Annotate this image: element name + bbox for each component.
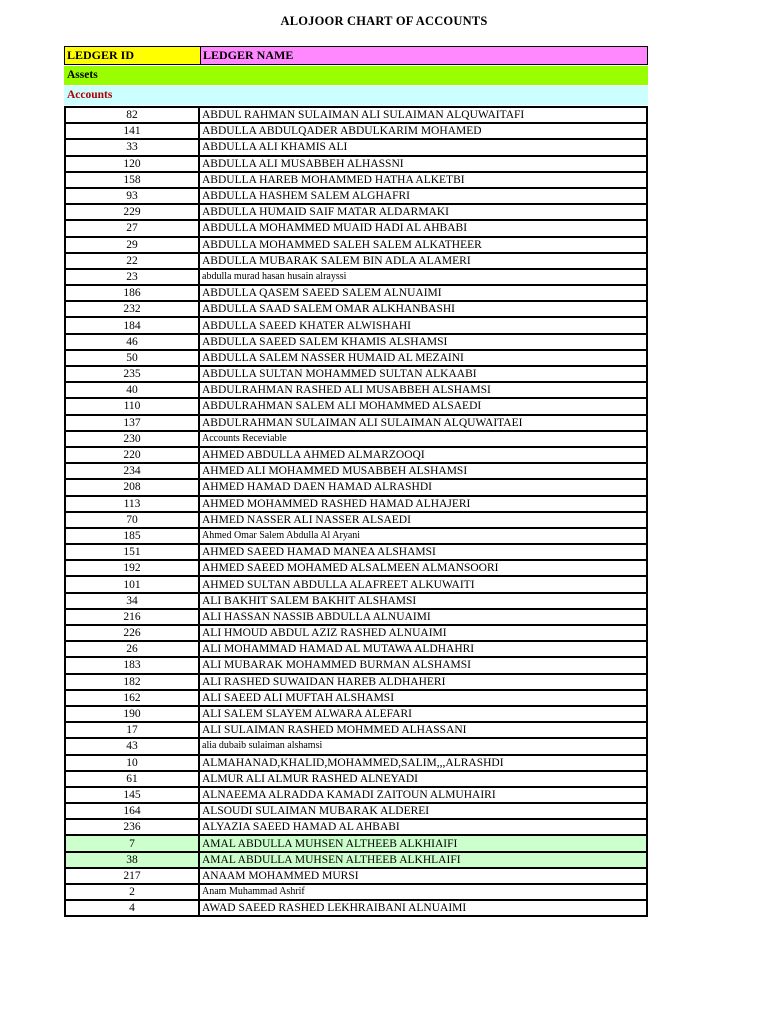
table-row xyxy=(65,625,647,641)
table-row xyxy=(65,835,647,851)
ledger-name-cell: ABDULLA MOHAMMED SALEH SALEM ALKATHEER xyxy=(199,237,647,253)
assets-band: Assets xyxy=(64,66,648,85)
ledger-id-cell: 46 xyxy=(65,334,199,350)
ledger-name-cell: ABDUL RAHMAN SULAIMAN ALI SULAIMAN ALQUWAITAFI xyxy=(199,107,647,123)
table-row xyxy=(65,722,647,738)
ledger-id-cell: 23 xyxy=(65,269,199,285)
table-row xyxy=(65,447,647,463)
table-row xyxy=(65,301,647,317)
table-row xyxy=(65,512,647,528)
ledger-name-cell: ABDULLA SAEED SALEM KHAMIS ALSHAMSI xyxy=(199,334,647,350)
ledger-id-cell: 190 xyxy=(65,706,199,722)
table-row xyxy=(65,706,647,722)
table-row xyxy=(65,738,647,754)
ledger-name-cell: Accounts Receviable xyxy=(199,431,647,447)
ledger-name-cell: ABDULLA QASEM SAEED SALEM ALNUAIMI xyxy=(199,285,647,301)
table-row xyxy=(65,366,647,382)
ledger-id-cell: 192 xyxy=(65,560,199,576)
ledger-name-cell: ALI SALEM SLAYEM ALWARA ALEFARI xyxy=(199,706,647,722)
ledger-name-cell: AHMED NASSER ALI NASSER ALSAEDI xyxy=(199,512,647,528)
ledger-name-cell: ABDULLA HAREB MOHAMMED HATHA ALKETBI xyxy=(199,172,647,188)
ledger-name-cell: ABDULRAHMAN SULAIMAN ALI SULAIMAN ALQUWAITAEI xyxy=(199,415,647,431)
ledger-id-cell: 4 xyxy=(65,900,199,916)
ledger-name-cell: AHMED SAEED MOHAMED ALSALMEEN ALMANSOORI xyxy=(199,560,647,576)
table-row xyxy=(65,641,647,657)
table-row xyxy=(65,900,647,916)
ledger-name-cell: AHMED SAEED HAMAD MANEA ALSHAMSI xyxy=(199,544,647,560)
ledger-id-cell: 151 xyxy=(65,544,199,560)
accounts-band: Accounts xyxy=(64,86,648,105)
table-row xyxy=(65,253,647,269)
table-row xyxy=(65,609,647,625)
ledger-id-cell: 33 xyxy=(65,139,199,155)
ledger-id-cell: 40 xyxy=(65,382,199,398)
table-row xyxy=(65,479,647,495)
table-row xyxy=(65,544,647,560)
ledger-id-cell: 164 xyxy=(65,803,199,819)
ledger-id-cell: 26 xyxy=(65,641,199,657)
table-row xyxy=(65,285,647,301)
table-row xyxy=(65,463,647,479)
ledger-name-cell: ALYAZIA SAEED HAMAD AL AHBABI xyxy=(199,819,647,835)
table-row xyxy=(65,852,647,868)
table-row xyxy=(65,220,647,236)
ledger-name-cell: alia dubaib sulaiman alshamsi xyxy=(199,738,647,754)
ledger-id-cell: 185 xyxy=(65,528,199,544)
ledger-name-cell: ABDULLA ABDULQADER ABDULKARIM MOHAMED xyxy=(199,123,647,139)
ledger-name-cell: ALNAEEMA ALRADDA KAMADI ZAITOUN ALMUHAIRI xyxy=(199,787,647,803)
ledger-name-cell: Ahmed Omar Salem Abdulla Al Aryani xyxy=(199,528,647,544)
ledger-name-cell: abdulla murad hasan husain alrayssi xyxy=(199,269,647,285)
table-row xyxy=(65,172,647,188)
ledger-name-cell: AMAL ABDULLA MUHSEN ALTHEEB ALKHLAIFI xyxy=(199,852,647,868)
ledger-id-cell: 110 xyxy=(65,398,199,414)
ledger-name-cell: ABDULLA ALI MUSABBEH ALHASSNI xyxy=(199,156,647,172)
ledger-id-cell: 50 xyxy=(65,350,199,366)
ledger-name-cell: ALI SULAIMAN RASHED MOHMMED ALHASSANI xyxy=(199,722,647,738)
ledger-id-cell: 186 xyxy=(65,285,199,301)
ledger-id-cell: 162 xyxy=(65,690,199,706)
ledger-id-cell: 236 xyxy=(65,819,199,835)
ledger-name-cell: ALI BAKHIT SALEM BAKHIT ALSHAMSI xyxy=(199,593,647,609)
table-row xyxy=(65,803,647,819)
ledger-id-cell: 141 xyxy=(65,123,199,139)
table-row xyxy=(65,237,647,253)
ledger-id-cell: 183 xyxy=(65,657,199,673)
ledger-table xyxy=(64,106,648,917)
ledger-name-cell: ALI SAEED ALI MUFTAH ALSHAMSI xyxy=(199,690,647,706)
table-row xyxy=(65,317,647,333)
table-row xyxy=(65,415,647,431)
ledger-id-cell: 70 xyxy=(65,512,199,528)
page-title: ALOJOOR CHART OF ACCOUNTS xyxy=(280,14,488,28)
ledger-name-cell: Anam Muhammad Ashrif xyxy=(199,884,647,900)
ledger-id-cell: 10 xyxy=(65,755,199,771)
ledger-name-cell: ABDULLA MUBARAK SALEM BIN ADLA ALAMERI xyxy=(199,253,647,269)
ledger-id-cell: 182 xyxy=(65,674,199,690)
table-row xyxy=(65,755,647,771)
header-row xyxy=(64,46,648,65)
ledger-id-cell: 27 xyxy=(65,220,199,236)
ledger-id-cell: 7 xyxy=(65,835,199,851)
ledger-name-cell: AWAD SAEED RASHED LEKHRAIBANI ALNUAIMI xyxy=(199,900,647,916)
ledger-name-cell: AHMED ABDULLA AHMED ALMARZOOQI xyxy=(199,447,647,463)
ledger-id-cell: 229 xyxy=(65,204,199,220)
table-row xyxy=(65,593,647,609)
ledger-name-cell: ALSOUDI SULAIMAN MUBARAK ALDEREI xyxy=(199,803,647,819)
table-row xyxy=(65,528,647,544)
table-row xyxy=(65,819,647,835)
ledger-name-cell: ABDULLA ALI KHAMIS ALI xyxy=(199,139,647,155)
ledger-name-cell: ALMAHANAD,KHALID,MOHAMMED,SALIM,,,ALRASHDI xyxy=(199,755,647,771)
table-row xyxy=(65,334,647,350)
ledger-name-cell: AMAL ABDULLA MUHSEN ALTHEEB ALKHIAIFI xyxy=(199,835,647,851)
ledger-name-cell: ABDULLA HUMAID SAIF MATAR ALDARMAKI xyxy=(199,204,647,220)
table-row xyxy=(65,123,647,139)
ledger-id-cell: 145 xyxy=(65,787,199,803)
ledger-id-cell: 230 xyxy=(65,431,199,447)
ledger-id-header: LEDGER ID xyxy=(65,47,201,64)
ledger-sheet xyxy=(64,46,648,917)
ledger-name-cell: ALI HASSAN NASSIB ABDULLA ALNUAIMI xyxy=(199,609,647,625)
ledger-name-cell: AHMED HAMAD DAEN HAMAD ALRASHDI xyxy=(199,479,647,495)
ledger-id-cell: 101 xyxy=(65,576,199,592)
ledger-id-cell: 29 xyxy=(65,237,199,253)
ledger-name-cell: AHMED MOHAMMED RASHED HAMAD ALHAJERI xyxy=(199,496,647,512)
ledger-name-cell: ALI HMOUD ABDUL AZIZ RASHED ALNUAIMI xyxy=(199,625,647,641)
ledger-id-cell: 137 xyxy=(65,415,199,431)
ledger-name-cell: ABDULLA HASHEM SALEM ALGHAFRI xyxy=(199,188,647,204)
ledger-name-cell: ABDULLA SULTAN MOHAMMED SULTAN ALKAABI xyxy=(199,366,647,382)
ledger-name-cell: ABDULRAHMAN RASHED ALI MUSABBEH ALSHAMSI xyxy=(199,382,647,398)
ledger-name-cell: ABDULLA SAAD SALEM OMAR ALKHANBASHI xyxy=(199,301,647,317)
ledger-name-cell: ABDULLA SAEED KHATER ALWISHAHI xyxy=(199,317,647,333)
ledger-name-cell: ALI MOHAMMAD HAMAD AL MUTAWA ALDHAHRI xyxy=(199,641,647,657)
ledger-name-cell: ABDULRAHMAN SALEM ALI MOHAMMED ALSAEDI xyxy=(199,398,647,414)
ledger-id-cell: 34 xyxy=(65,593,199,609)
ledger-id-cell: 216 xyxy=(65,609,199,625)
ledger-id-cell: 113 xyxy=(65,496,199,512)
table-row xyxy=(65,269,647,285)
table-row xyxy=(65,431,647,447)
ledger-id-cell: 61 xyxy=(65,771,199,787)
ledger-id-cell: 120 xyxy=(65,156,199,172)
ledger-name-cell: AHMED SULTAN ABDULLA ALAFREET ALKUWAITI xyxy=(199,576,647,592)
table-row xyxy=(65,771,647,787)
table-row xyxy=(65,690,647,706)
ledger-id-cell: 232 xyxy=(65,301,199,317)
ledger-id-cell: 158 xyxy=(65,172,199,188)
ledger-id-cell: 93 xyxy=(65,188,199,204)
table-row xyxy=(65,868,647,884)
ledger-name-cell: AHMED ALI MOHAMMED MUSABBEH ALSHAMSI xyxy=(199,463,647,479)
ledger-id-cell: 82 xyxy=(65,107,199,123)
ledger-id-cell: 22 xyxy=(65,253,199,269)
ledger-name-cell: ABDULLA SALEM NASSER HUMAID AL MEZAINI xyxy=(199,350,647,366)
ledger-id-cell: 184 xyxy=(65,317,199,333)
ledger-id-cell: 38 xyxy=(65,852,199,868)
table-row xyxy=(65,398,647,414)
ledger-name-cell: ANAAM MOHAMMED MURSI xyxy=(199,868,647,884)
ledger-name-cell: ALMUR ALI ALMUR RASHED ALNEYADI xyxy=(199,771,647,787)
table-row xyxy=(65,674,647,690)
ledger-id-cell: 208 xyxy=(65,479,199,495)
table-row xyxy=(65,657,647,673)
ledger-name-cell: ALI RASHED SUWAIDAN HAREB ALDHAHERI xyxy=(199,674,647,690)
table-row xyxy=(65,560,647,576)
table-row xyxy=(65,107,647,123)
table-row xyxy=(65,139,647,155)
ledger-name-cell: ALI MUBARAK MOHAMMED BURMAN ALSHAMSI xyxy=(199,657,647,673)
ledger-id-cell: 217 xyxy=(65,868,199,884)
table-row xyxy=(65,496,647,512)
table-row xyxy=(65,350,647,366)
ledger-id-cell: 235 xyxy=(65,366,199,382)
ledger-id-cell: 234 xyxy=(65,463,199,479)
ledger-name-header: LEDGER NAME xyxy=(201,47,647,64)
ledger-id-cell: 43 xyxy=(65,738,199,754)
table-row xyxy=(65,576,647,592)
table-row xyxy=(65,156,647,172)
table-row xyxy=(65,204,647,220)
table-row xyxy=(65,382,647,398)
table-row xyxy=(65,884,647,900)
table-row xyxy=(65,188,647,204)
table-row xyxy=(65,787,647,803)
ledger-id-cell: 220 xyxy=(65,447,199,463)
ledger-id-cell: 226 xyxy=(65,625,199,641)
ledger-name-cell: ABDULLA MOHAMMED MUAID HADI AL AHBABI xyxy=(199,220,647,236)
ledger-id-cell: 2 xyxy=(65,884,199,900)
ledger-id-cell: 17 xyxy=(65,722,199,738)
